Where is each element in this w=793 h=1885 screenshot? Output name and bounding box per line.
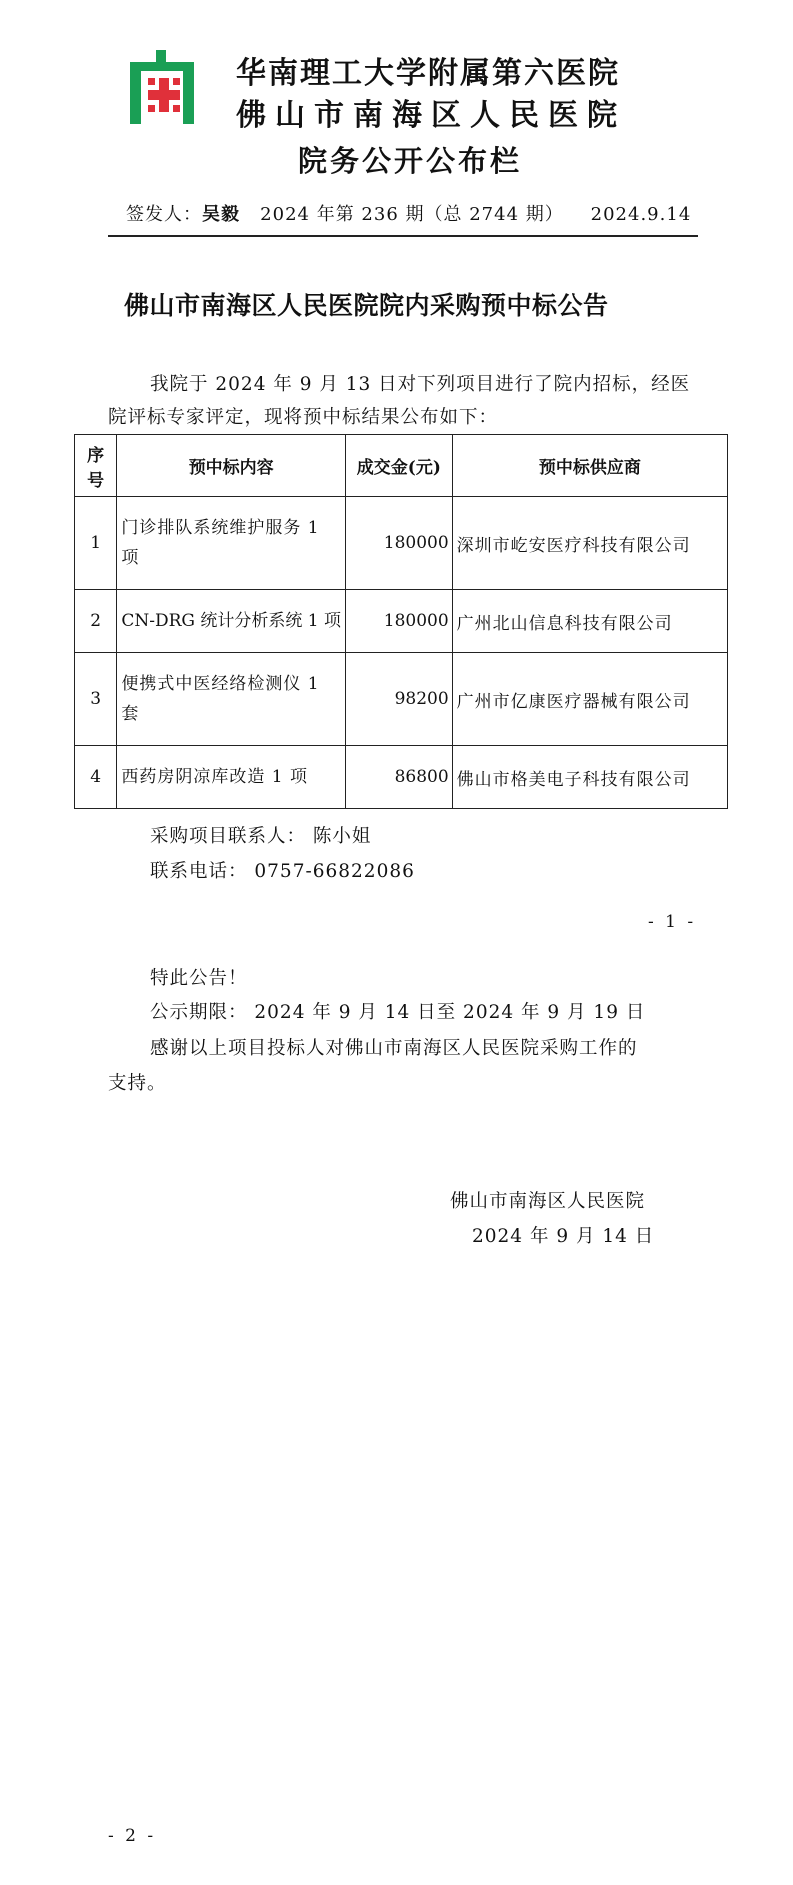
row-amount: 180000: [346, 590, 453, 653]
row-supplier: 佛山市格美电子科技有限公司: [452, 746, 727, 809]
header-divider: [108, 235, 698, 237]
row-content: 门诊排队系统维护服务 1 项: [117, 497, 346, 590]
row-supplier: 广州市亿康医疗器械有限公司: [452, 653, 727, 746]
col-header-content: 预中标内容: [117, 435, 346, 497]
board-title: 院务公开公布栏: [298, 144, 523, 178]
bid-results-table: [74, 434, 728, 809]
intro-line-1: 我院于 2024 年 9 月 13 日对下列项目进行了院内招标，经医: [150, 374, 691, 395]
intro-line-2: 院评标专家评定，现将预中标结果公布如下：: [108, 407, 499, 428]
signature-org: 佛山市南海区人民医院: [450, 1191, 646, 1212]
issue-date: 2024.9.14: [590, 204, 692, 225]
row-amount: 98200: [346, 653, 453, 746]
publicity-period: 公示期限： 2024 年 9 月 14 日至 2024 年 9 月 19 日: [150, 1002, 646, 1023]
col-header-no: 序号: [75, 435, 117, 497]
row-content: 便携式中医经络检测仪 1 套: [117, 653, 346, 746]
row-no: 2: [75, 590, 117, 653]
issue-meta: [126, 200, 691, 226]
page-number-1: - 1 -: [648, 912, 697, 932]
contact-person: 采购项目联系人： 陈小姐: [150, 826, 372, 847]
thanks-line-2: 支持。: [108, 1073, 167, 1094]
signer-name: 吴毅: [202, 204, 240, 225]
table-row: [75, 497, 728, 590]
table-row: [75, 746, 728, 809]
row-no: 1: [75, 497, 117, 590]
hospital-logo: [126, 50, 198, 124]
row-supplier: 深圳市屹安医疗科技有限公司: [452, 497, 727, 590]
page-number-2: - 2 -: [108, 1826, 157, 1846]
signature-date: 2024 年 9 月 14 日: [472, 1226, 655, 1247]
table-row: [75, 653, 728, 746]
notice-title: 佛山市南海区人民医院院内采购预中标公告: [124, 291, 609, 320]
row-content: 西药房阴凉库改造 1 项: [117, 746, 346, 809]
notice-intro: [108, 368, 708, 434]
issue-number: 2024 年第 236 期（总 2744 期）: [260, 204, 564, 225]
hospital-name-line1: 华南理工大学附属第六医院: [236, 56, 620, 91]
thanks-line-1: 感谢以上项目投标人对佛山市南海区人民医院采购工作的: [150, 1038, 638, 1059]
row-amount: 180000: [346, 497, 453, 590]
contact-phone: 联系电话： 0757-66822086: [150, 861, 415, 882]
row-no: 3: [75, 653, 117, 746]
col-header-supplier: 预中标供应商: [452, 435, 727, 497]
col-header-amount: 成交金(元): [346, 435, 453, 497]
row-content: CN-DRG 统计分析系统 1 项: [117, 590, 346, 653]
signer-label: 签发人：: [126, 204, 202, 225]
row-supplier: 广州北山信息科技有限公司: [452, 590, 727, 653]
hospital-name-line2: 佛山市南海区人民医院: [236, 98, 626, 133]
table-row: [75, 590, 728, 653]
announce-line: 特此公告！: [150, 968, 248, 989]
row-amount: 86800: [346, 746, 453, 809]
table-header-row: [75, 435, 728, 497]
row-no: 4: [75, 746, 117, 809]
